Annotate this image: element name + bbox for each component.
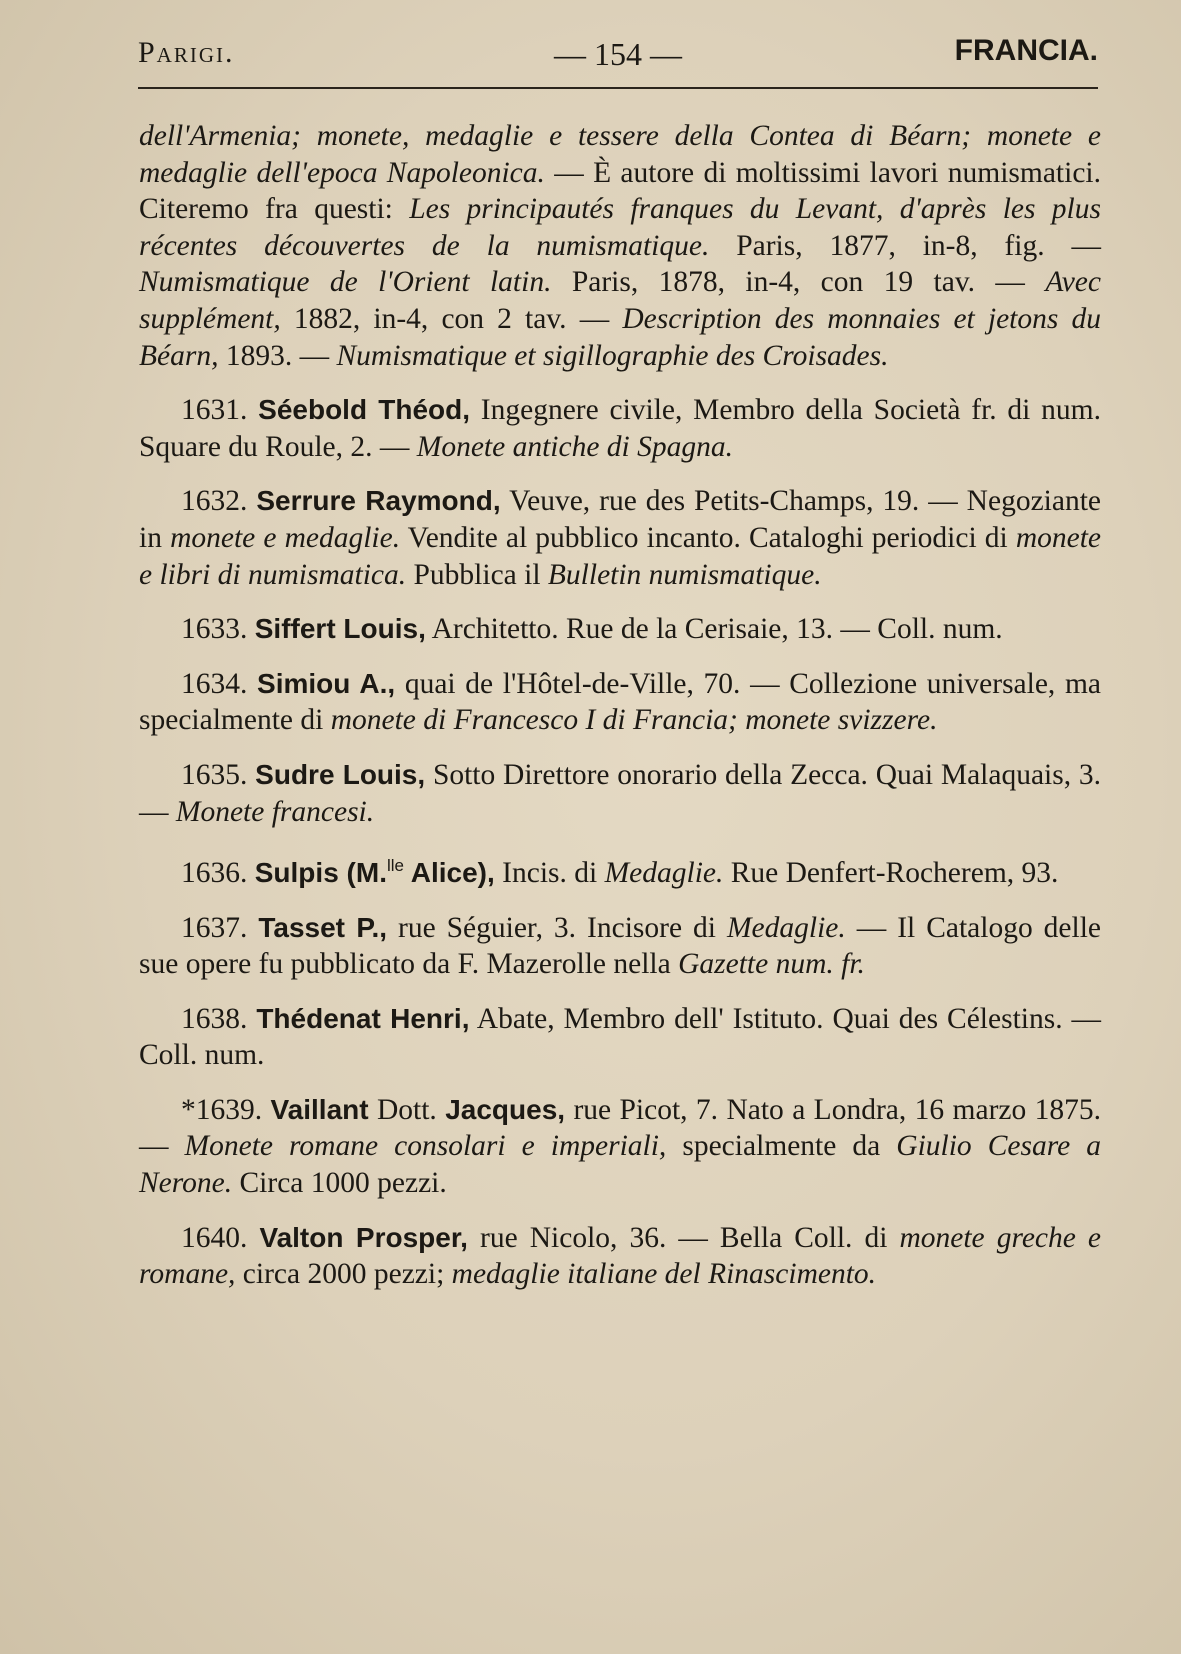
intro-text-6: Paris, 1878, in-4, con 19 tav. — (551, 266, 1046, 299)
entry-name-continued: Jacques, (445, 1093, 566, 1125)
entry-1636 (139, 848, 1101, 891)
entry-number: 1632. (181, 485, 257, 518)
entry-text: Rue Denfert-Rocherem, 93. (723, 856, 1059, 889)
running-header (138, 32, 1098, 82)
entry-italic: Monete antiche di Spagna. (416, 430, 733, 463)
entry-name: Séebold Théod, (258, 394, 471, 426)
entry-name-superscript: lle (386, 856, 404, 876)
entry-italic: Giulio Cesare a Nerone. (139, 1130, 1101, 1200)
entry-number: 1633. (181, 613, 255, 646)
entry-number: 1636. (181, 856, 255, 889)
entry-text: Sotto Direttore onorario della Zecca. Quai Malaquais, 3. — (139, 758, 1102, 828)
entry-number: 1635. (181, 758, 256, 791)
entry-1632 (139, 483, 1101, 593)
entry-text: Vendite al pubblico incanto. Cataloghi periodici di (400, 521, 1016, 554)
entry-text: Ingegnere civile, Membro della Società fr. di num. Square du Roule, 2. — (139, 394, 1101, 463)
header-city: Parigi. (138, 36, 235, 69)
entry-1638 (139, 1001, 1101, 1074)
intro-italic-7: Avec supplément, (139, 266, 1101, 335)
intro-italic-1: dell'Armenia; monete, medaglie e tessere della Contea di Béarn; monete e medaglie dell'epoca Napoleonica. (139, 120, 1101, 189)
entry-number: 1631. (181, 394, 259, 427)
entry-text: specialmente da (666, 1130, 897, 1163)
page-number: — 154 — (554, 36, 682, 72)
entry-italic: Medaglie. (726, 911, 846, 944)
entry-italic: Monete francesi. (175, 795, 375, 828)
entry-text: rue Séguier, 3. Incisore di (387, 911, 727, 944)
entry-text: — Il Catalogo delle sue opere fu pubblicato da F. Mazerolle nella (139, 911, 1102, 981)
entry-number: 1634. (181, 667, 258, 700)
entry-1633 (139, 611, 1101, 648)
entry-name: Tasset P., (258, 911, 388, 943)
entry-italic: Gazette num. fr. (678, 948, 865, 981)
entry-name: Thédenat Henri, (256, 1002, 470, 1034)
entry-name: Sudre Louis, (255, 758, 426, 790)
entry-number: 1638. (181, 1002, 257, 1035)
entry-italic: monete e libri di numismatica. (139, 521, 1101, 591)
entry-text: Abate, Membro dell' Istituto. Quai des Célestins. — Coll. num. (139, 1002, 1102, 1072)
entry-italic: Monete romane consolari e imperiali, (184, 1130, 667, 1163)
entry-1637 (139, 910, 1101, 983)
entry-name-continued: Alice), (404, 856, 495, 888)
intro-italic-5: Numismatique de l'Orient latin. (139, 266, 552, 299)
entry-text: Incis. di (494, 856, 605, 889)
entry-italic: Medaglie. (604, 856, 724, 889)
entry-1631 (139, 392, 1101, 465)
entry-italic: monete e medaglie. (170, 521, 401, 554)
entry-text: rue Picot, 7. Nato a Londra, 16 marzo 1875. — (139, 1093, 1102, 1163)
entry-name: Siffert Louis, (254, 613, 426, 645)
intro-italic-3: Les principautés franques du Levant, d'après les plus récentes découvertes de la numismatique. (139, 193, 1101, 262)
header-rule (138, 87, 1098, 89)
entry-number: 1637. (181, 911, 259, 944)
entry-italic: medaglie italiane del Rinascimento. (451, 1258, 877, 1291)
entry-name: Sulpis (M. (254, 856, 387, 888)
entry-text: Pubblica il (406, 558, 548, 591)
entry-1634 (139, 666, 1101, 739)
entry-1639 (139, 1092, 1101, 1202)
continued-paragraph (139, 118, 1101, 374)
entry-text: Veuve, rue des Petits-Champs, 19. — Negoziante in (139, 485, 1102, 554)
intro-italic-11: Numismatique et sigillographie des Croisades. (336, 339, 889, 372)
intro-italic-9: Description des monnaies et jetons du Béarn, (139, 302, 1101, 372)
entry-1635 (139, 757, 1101, 830)
entry-text: circa 2000 pezzi; (235, 1258, 452, 1291)
intro-text-2: — È autore di moltissimi lavori numismatici. Citeremo fra questi: (139, 156, 1101, 226)
entry-text: Architetto. Rue de la Cerisaie, 13. — Coll. num. (425, 613, 1003, 646)
intro-text-8: 1882, in-4, con 2 tav. — (280, 302, 623, 335)
entry-name: Simiou A., (257, 667, 396, 699)
entry-number: *1639. (181, 1093, 271, 1126)
entry-text: rue Nicolo, 36. — Bella Coll. di (467, 1221, 900, 1254)
entry-name: Valton Prosper, (259, 1221, 468, 1253)
entry-name: Vaillant (270, 1093, 369, 1125)
entry-italic: Bulletin numismatique. (547, 558, 822, 591)
entry-italic: monete greche e romane, (139, 1221, 1102, 1291)
entry-number: 1640. (181, 1221, 260, 1254)
header-country: FRANCIA. (954, 34, 1098, 67)
entry-text: quai de l'Hôtel-de-Ville, 70. — Collezione universale, ma specialmente di (139, 667, 1101, 737)
entry-italic: monete di Francesco I di Francia; monete svizzere. (330, 704, 938, 737)
entry-text: Circa 1000 pezzi. (232, 1167, 447, 1200)
entry-text: Dott. (368, 1093, 446, 1126)
entry-name: Serrure Raymond, (256, 485, 501, 517)
entry-1640 (139, 1220, 1101, 1293)
intro-text-4: Paris, 1877, in-8, fig. — (709, 229, 1101, 262)
directory-text (139, 118, 1101, 1293)
intro-text-10: 1893. — (218, 339, 337, 372)
